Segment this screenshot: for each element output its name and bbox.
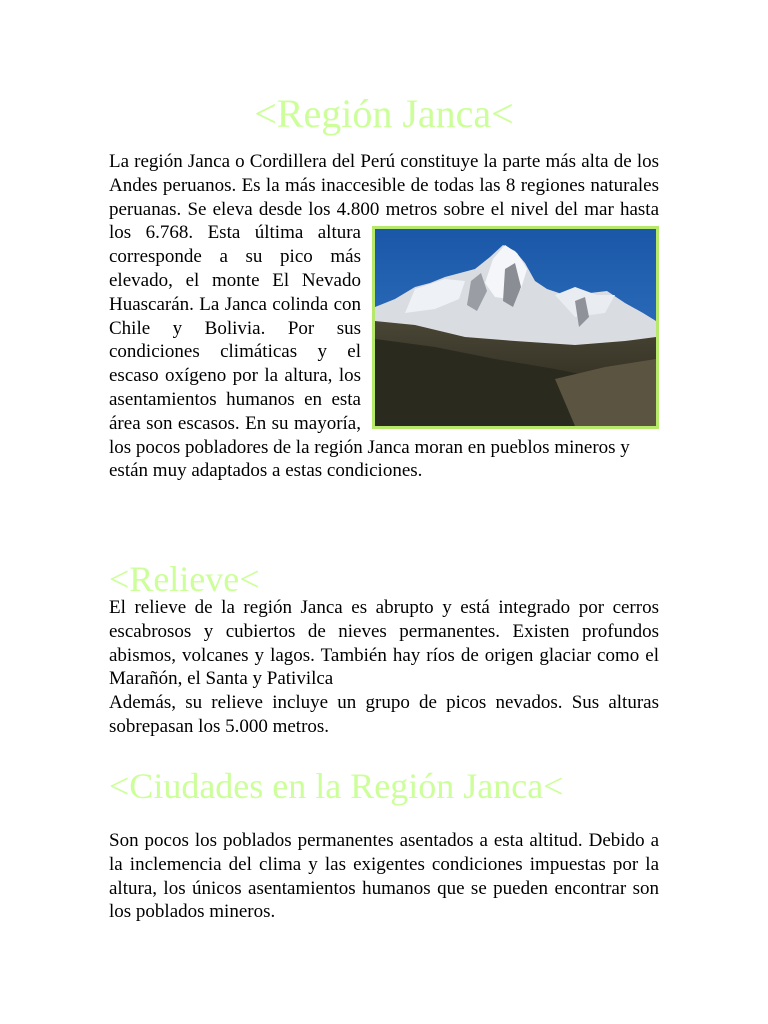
intro-text-beside-image: altura corresponde a su pico más elevado, el monte El Nevado Huascarán. La Janca colinda con Chile y Bolivia. Por sus condiciones climáticas y el escaso oxígeno por la altura, los asentamientos humanos en esta área son escasos. En su mayoría, los pocos pobladores de la región Janca moran en pueblos mineros y (109, 222, 630, 458)
relieve-section (109, 596, 659, 739)
ciudades-paragraph: Son pocos los poblados permanentes asentados a esta altitud. Debido a la inclemencia del clima y las exigentes condiciones impuestas por la altura, los únicos asentamientos humanos que se pueden encontrar son los poblados mineros. (109, 830, 659, 923)
page-title: <Región Janca< (254, 91, 514, 136)
intro-text-before-image: La región Janca o Cordillera del Perú constituye la parte más alta de los Andes peruanos. Es la más inaccesible de todas las 8 regiones naturales peruanas. Se eleva desde los 4.800 metros sobre el nivel del mar hasta los 6.768. Esta última (109, 151, 659, 244)
ciudades-heading: <Ciudades en la Región Janca< (109, 766, 564, 806)
relieve-paragraph-2: Además, su relieve incluye un grupo de picos nevados. Sus alturas sobrepasan los 5.000 metros. (109, 692, 659, 737)
snowy-mountain-photo (372, 226, 659, 429)
relieve-heading: <Relieve< (109, 559, 260, 599)
intro-section (109, 150, 659, 483)
intro-text-after-image: están muy adaptados a estas condiciones. (109, 460, 423, 482)
relieve-paragraph-1: El relieve de la región Janca es abrupto y está integrado por cerros escabrosos y cubiertos de nieves permanentes. Existen profundos abismos, volcanes y lagos. También hay ríos de origen glaciar como el Marañón, el Santa y Pativilca (109, 597, 659, 690)
mountain-illustration (375, 229, 656, 426)
